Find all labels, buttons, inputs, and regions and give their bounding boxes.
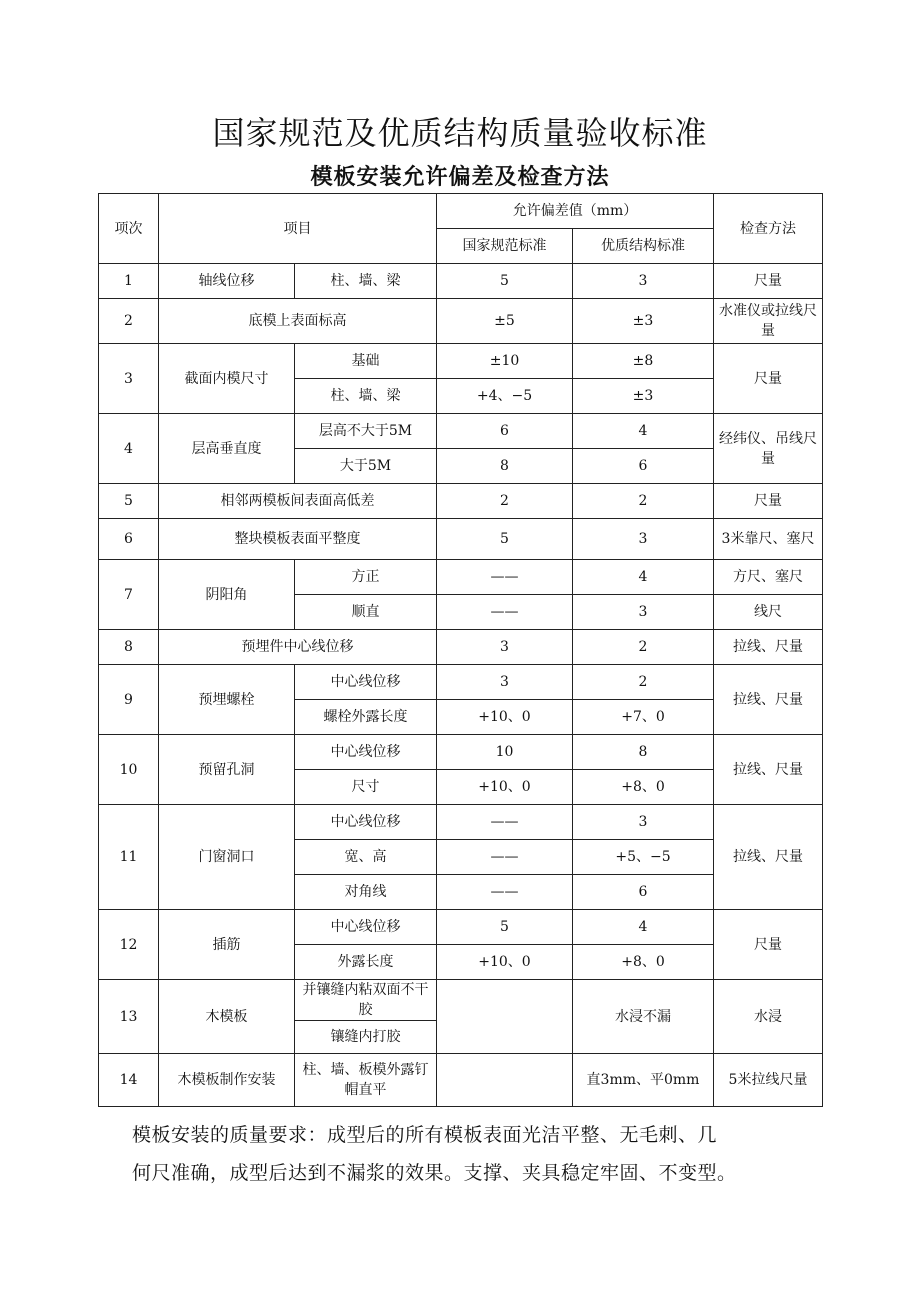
row-number: 10 [99,735,159,805]
row-number: 5 [99,484,159,519]
sub-item: 中心线位移 [295,805,437,840]
header-national: 国家规范标准 [437,229,573,264]
header-item: 项目 [159,194,437,264]
item-name: 插筋 [159,910,295,980]
table-title: 模板安装允许偏差及检查方法 [310,164,610,190]
check-method: 3米靠尺、塞尺 [714,519,823,560]
table-row [99,735,823,770]
quality-value: 3 [573,519,714,560]
national-value: —— [437,595,573,630]
quality-value: 4 [573,560,714,595]
quality-value: 3 [573,595,714,630]
sub-item: 中心线位移 [295,665,437,700]
national-value: —— [437,875,573,910]
check-method: 尺量 [714,484,823,519]
national-value: 6 [437,414,573,449]
item-name: 门窗洞口 [159,805,295,910]
national-value: —— [437,805,573,840]
row-number: 3 [99,344,159,414]
header-method: 检查方法 [714,194,823,264]
national-value: 3 [437,665,573,700]
row-number: 12 [99,910,159,980]
check-method: 尺量 [714,264,823,299]
quality-value: 4 [573,414,714,449]
national-value: 10 [437,735,573,770]
sub-item: 宽、高 [295,840,437,875]
check-method: 线尺 [714,595,823,630]
item-name: 底模上表面标高 [159,299,437,344]
item-name: 截面内模尺寸 [159,344,295,414]
sub-item: 基础 [295,344,437,379]
quality-value: 水浸不漏 [573,980,714,1054]
item-name: 相邻两模板间表面高低差 [159,484,437,519]
national-value: —— [437,560,573,595]
quality-value: 3 [573,805,714,840]
sub-item: 大于5M [295,449,437,484]
row-number: 9 [99,665,159,735]
national-value: 2 [437,484,573,519]
national-value: 5 [437,264,573,299]
quality-value: ±3 [573,299,714,344]
table-row [99,805,823,840]
sub-item: 柱、墙、梁 [295,264,437,299]
national-value: 8 [437,449,573,484]
row-number: 7 [99,560,159,630]
table-row [99,414,823,449]
note-line-1: 模板安装的质量要求：成型后的所有模板表面光洁平整、无毛刺、几 [132,1124,718,1146]
header-tolerance: 允许偏差值（mm） [437,194,714,229]
row-number: 6 [99,519,159,560]
sub-item: 对角线 [295,875,437,910]
check-method: 尺量 [714,910,823,980]
check-method: 拉线、尺量 [714,735,823,805]
item-name: 木模板制作安装 [159,1054,295,1107]
national-value: +10、0 [437,945,573,980]
item-name: 预埋螺栓 [159,665,295,735]
national-value: 5 [437,519,573,560]
national-value: —— [437,840,573,875]
national-value [437,1054,573,1107]
row-number: 14 [99,1054,159,1107]
check-method: 方尺、塞尺 [714,560,823,595]
row-number: 11 [99,805,159,910]
sub-item: 镶缝内打胶 [295,1021,437,1054]
check-method: 5米拉线尺量 [714,1054,823,1107]
quality-value: 6 [573,875,714,910]
item-name: 阴阳角 [159,560,295,630]
table-row [99,519,823,560]
national-value: +10、0 [437,700,573,735]
check-method: 尺量 [714,344,823,414]
row-number: 2 [99,299,159,344]
sub-item: 柱、墙、板模外露钉帽直平 [295,1054,437,1107]
note-line-2: 何尺准确，成型后达到不漏浆的效果。支撑、夹具稳定牢固、不变型。 [132,1162,737,1184]
table-row [99,560,823,595]
quality-value: 8 [573,735,714,770]
row-number: 4 [99,414,159,484]
check-method: 水准仪或拉线尺量 [714,299,823,344]
table-row [99,630,823,665]
table-row [99,484,823,519]
national-value: 3 [437,630,573,665]
sub-item: 层高不大于5M [295,414,437,449]
header-index: 项次 [99,194,159,264]
quality-value: +8、0 [573,945,714,980]
check-method: 拉线、尺量 [714,805,823,910]
quality-value: 4 [573,910,714,945]
national-value: ±5 [437,299,573,344]
sub-item: 并镶缝内粘双面不干胶 [295,980,437,1021]
row-number: 8 [99,630,159,665]
quality-value: 直3mm、平0mm [573,1054,714,1107]
table-row [99,910,823,945]
national-value: +10、0 [437,770,573,805]
national-value: ±10 [437,344,573,379]
quality-value: +8、0 [573,770,714,805]
quality-value: 2 [573,484,714,519]
table-row [99,980,823,1021]
item-name: 预埋件中心线位移 [159,630,437,665]
check-method: 拉线、尺量 [714,665,823,735]
header-quality: 优质结构标准 [573,229,714,264]
row-number: 13 [99,980,159,1054]
table-row [99,344,823,379]
quality-value: 3 [573,264,714,299]
check-method: 水浸 [714,980,823,1054]
item-name: 预留孔洞 [159,735,295,805]
table-row [99,299,823,344]
national-value: +4、−5 [437,379,573,414]
item-name: 层高垂直度 [159,414,295,484]
sub-item: 螺栓外露长度 [295,700,437,735]
national-value [437,980,573,1054]
quality-value: 2 [573,665,714,700]
national-value: 5 [437,910,573,945]
quality-requirement-note [132,1116,812,1192]
item-name: 整块模板表面平整度 [159,519,437,560]
table-row [99,665,823,700]
sub-item: 方正 [295,560,437,595]
sub-item: 顺直 [295,595,437,630]
table-row [99,264,823,299]
sub-item: 尺寸 [295,770,437,805]
sub-item: 柱、墙、梁 [295,379,437,414]
table-header-row [99,194,823,229]
quality-value: 2 [573,630,714,665]
tolerance-table [98,193,823,1107]
table-row [99,1054,823,1107]
quality-value: +7、0 [573,700,714,735]
quality-value: 6 [573,449,714,484]
check-method: 拉线、尺量 [714,630,823,665]
item-name: 轴线位移 [159,264,295,299]
quality-value: ±3 [573,379,714,414]
row-number: 1 [99,264,159,299]
quality-value: ±8 [573,344,714,379]
sub-item: 外露长度 [295,945,437,980]
item-name: 木模板 [159,980,295,1054]
quality-value: +5、−5 [573,840,714,875]
check-method: 经纬仪、吊线尺量 [714,414,823,484]
sub-item: 中心线位移 [295,735,437,770]
sub-item: 中心线位移 [295,910,437,945]
page-title: 国家规范及优质结构质量验收标准 [212,114,708,152]
